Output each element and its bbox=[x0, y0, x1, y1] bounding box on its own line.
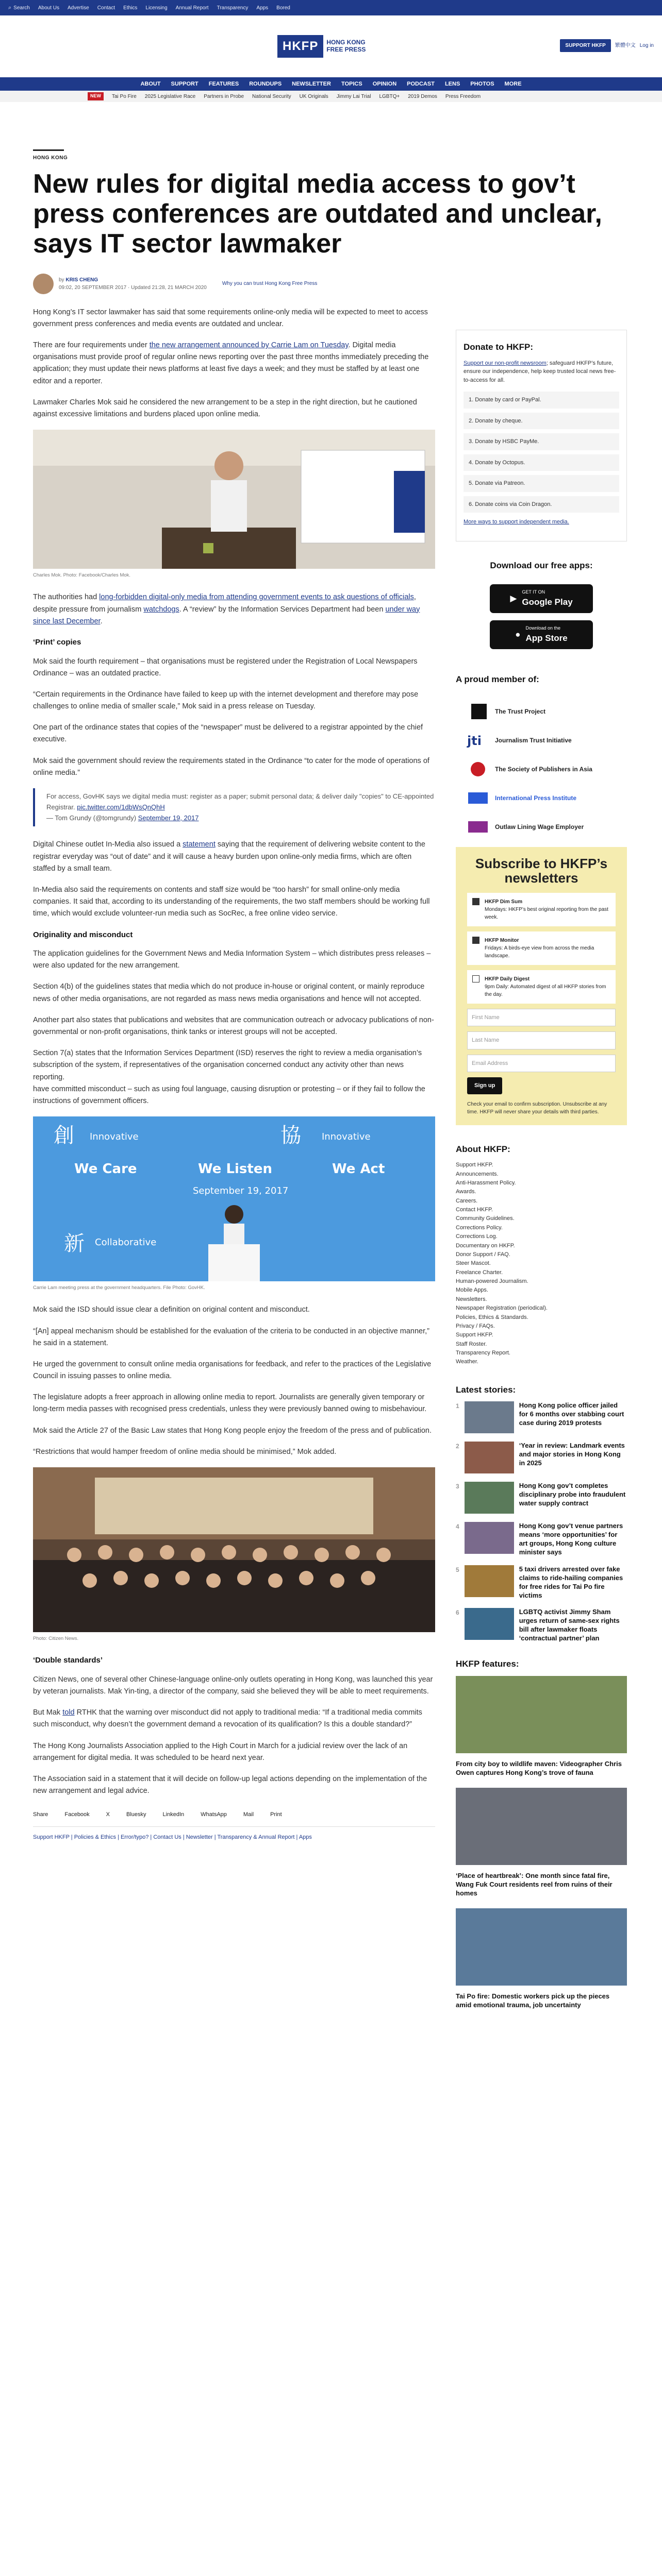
site-header bbox=[0, 15, 662, 77]
paragraph: Lawmaker Charles Mok said he considered the new arrangement to be a step in the right direction, but he cautioned against excessive limitations and burdens placed upon online media. bbox=[33, 398, 417, 419]
article-title: New rules for digital media access to gov’t press conferences are outdated and unclear, says IT sector lawmaker bbox=[33, 169, 602, 259]
publish-dates: 09:02, 20 SEPTEMBER 2017 · Updated 21:28, 21 MARCH 2020 bbox=[59, 284, 207, 291]
latest-story[interactable]: 5 5 taxi drivers arrested over fake claims to ride-hailing companies for free rides for Tai Po fire victims bbox=[456, 1565, 623, 1599]
banner-slogan: We Listen bbox=[198, 1161, 272, 1177]
checkbox-checked[interactable] bbox=[472, 937, 479, 944]
paragraph: One part of the ordinance states that copies of the “newspaper” must be delivered to a registrar appointed by the chief executive. bbox=[33, 723, 423, 744]
member-title: A proud member of: bbox=[456, 674, 539, 684]
donate-option[interactable]: 1. Donate by card or PayPal. bbox=[464, 392, 619, 409]
paragraph: Mok said the ISD should issue clear a definition on original content and misconduct. bbox=[33, 1306, 310, 1314]
topbar-annual-report[interactable]: Annual Report bbox=[175, 5, 209, 11]
sopa-icon bbox=[466, 760, 490, 778]
share-mail[interactable]: Mail bbox=[243, 1811, 254, 1818]
paragraph: Another part also states that publications and websites that are communication outreach or advocacy publications of non-governmental or non-profit organisations, think tanks or interest groups will not be accepted. bbox=[33, 1015, 434, 1036]
banner-word: Collaborative bbox=[95, 1237, 157, 1248]
statement-link[interactable]: statement bbox=[183, 840, 216, 849]
donate-title: Donate to HKFP: bbox=[464, 342, 534, 352]
newsletter-title: Subscribe to HKFP’s newsletters bbox=[475, 855, 608, 886]
donate-option[interactable]: 4. Donate by Octopus. bbox=[464, 454, 619, 471]
paragraph: Mok said the government should review the requirements stated in the Ordinance “to cater for the mode of operations of online media.” bbox=[33, 756, 429, 777]
search-icon: ⌕ bbox=[8, 4, 12, 11]
story-thumbnail bbox=[465, 1522, 514, 1554]
trending-item[interactable]: LGBTQ+ bbox=[379, 93, 400, 99]
trending-item[interactable]: 2019 Demos bbox=[408, 93, 437, 99]
photo-caption: Photo: Citizen News. bbox=[33, 1636, 79, 1642]
about-title: About HKFP: bbox=[456, 1144, 510, 1154]
login-link[interactable]: Log in bbox=[639, 43, 654, 48]
newsletter-note: Check your email to confirm subscription. Unsubscribe at any time. HKFP will never share your details with third parties. bbox=[467, 1101, 607, 1115]
trust-project-icon bbox=[466, 703, 490, 720]
paragraph: The legislature adopts a freer approach in allowing online media to report. Journalists are generally given temporary or long-term media passes with recognised press credentials, unless they were previously banned owing to misbehaviour. bbox=[33, 1393, 427, 1414]
topbar-licensing[interactable]: Licensing bbox=[145, 5, 168, 11]
newsletter-box bbox=[456, 847, 627, 1125]
donate-intro: Support our non-profit newsroom; safeguard HKFP’s future, ensure our independence, help keep trusted local news free-to-access for all. bbox=[464, 360, 616, 383]
latest-title: Latest stories: bbox=[456, 1384, 516, 1395]
paragraph: Hong Kong’s IT sector lawmaker has said that some requirements online-only media will be expected to meet to access government press conferences and media events are outdated and unclear. bbox=[33, 308, 428, 328]
nav-roundups[interactable]: ROUNDUPS bbox=[249, 80, 282, 87]
about-item[interactable]: Careers. bbox=[456, 1197, 478, 1204]
support-hkfp-button[interactable]: SUPPORT HKFP bbox=[560, 39, 610, 52]
paragraph: The Association said in a statement that it will decide on follow-up legal actions depending on the implementation of the new arrangement and legal advice. bbox=[33, 1774, 427, 1795]
about-item[interactable]: Weather. bbox=[456, 1359, 478, 1365]
feature-story[interactable]: Tai Po fire: Domestic workers pick up the pieces amid emotional trauma, job uncertainty bbox=[456, 1908, 627, 2010]
paragraph: But Mak told RTHK that the warning over misconduct did not apply to traditional media: “If a traditional media commits such misconduct, why doesn’t the government demand a revocation of its qualification? Is this a double standard?” bbox=[33, 1708, 422, 1729]
paragraph: Citizen News, one of several other Chinese-language online-only outlets operating in Hong Kong, was launched this year by veteran journalists. Mak Yin-ting, a director of the company, said she believed they will be able to meet requirements. bbox=[33, 1675, 433, 1696]
logo-text: HONG KONG FREE PRESS bbox=[326, 39, 366, 53]
sidebar bbox=[456, 330, 627, 2020]
trending-item[interactable]: Jimmy Lai Trial bbox=[336, 93, 371, 99]
author-name[interactable]: KRIS CHENG bbox=[65, 277, 98, 283]
paragraph: Digital Chinese outlet In-Media also issued a statement saying that the requirement of delivering website content to the registrar everyday was “out of date” and it will cause a heavy burden upon online-only media firms, which are often staffed by a small team. bbox=[33, 840, 425, 873]
banner-char: 創 bbox=[54, 1124, 74, 1148]
nav-more[interactable]: MORE bbox=[504, 80, 522, 87]
about-item[interactable]: Corrections Policy. bbox=[456, 1224, 503, 1231]
nav-features[interactable]: FEATURES bbox=[208, 80, 239, 87]
logo-mark: HKFP bbox=[277, 35, 323, 58]
banner-word: Innovative bbox=[322, 1131, 371, 1143]
story-thumbnail bbox=[465, 1442, 514, 1473]
byline-text: by KRIS CHENG 09:02, 20 SEPTEMBER 2017 · Updated 21:28, 21 MARCH 2020 bbox=[59, 277, 207, 291]
topbar-transparency[interactable]: Transparency bbox=[217, 5, 249, 11]
about-item[interactable]: Transparency Report. bbox=[456, 1350, 510, 1357]
arrangement-link[interactable]: the new arrangement announced by Carrie Lam on Tuesday bbox=[149, 341, 349, 350]
about-item[interactable]: Corrections Log. bbox=[456, 1233, 498, 1240]
trending-item[interactable]: Press Freedom bbox=[445, 93, 481, 99]
banner-char: 協 bbox=[280, 1124, 301, 1148]
about-item[interactable]: Announcements. bbox=[456, 1171, 499, 1177]
donate-box bbox=[456, 330, 627, 541]
told-link[interactable]: told bbox=[62, 1708, 75, 1717]
member-ipi[interactable]: International Press Institute bbox=[456, 789, 627, 807]
topbar-search[interactable]: ⌕ Search bbox=[8, 4, 30, 12]
checkbox-checked[interactable] bbox=[472, 898, 479, 905]
paragraph: He urged the government to consult online media organisations for feedback, and refer to the practices of the Legislative Council in issuing passes to online media. bbox=[33, 1360, 432, 1381]
apps-title: Download our free apps: bbox=[490, 560, 593, 570]
subhead-double: ‘Double standards’ bbox=[33, 1656, 103, 1665]
story-thumbnail bbox=[465, 1565, 514, 1597]
nav-support[interactable]: SUPPORT bbox=[171, 80, 198, 87]
photo-graphic bbox=[33, 1116, 435, 1281]
features-title: HKFP features: bbox=[456, 1659, 519, 1669]
embedded-tweet: For access, GovHK says we digital media must: register as a paper; submit personal data; & deliver daily "copies" to CE-appointed Registrar. pic.twitter.com/1dbWsQnQhH — Tom Grundy (@tomgrundy) September 19, 2017 bbox=[33, 788, 435, 826]
header-actions bbox=[560, 39, 654, 52]
share-print[interactable]: Print bbox=[270, 1811, 282, 1818]
story-thumbnail bbox=[465, 1608, 514, 1640]
member-living-wage[interactable]: Outlaw Lining Wage Employer bbox=[456, 818, 627, 836]
paragraph: Mok said the Article 27 of the Basic Law states that Hong Kong people enjoy the freedom of the press and of publication. bbox=[33, 1426, 432, 1435]
about-item[interactable]: Newspaper Registration (periodical). bbox=[456, 1305, 548, 1312]
member-trust-project[interactable]: The Trust Project bbox=[456, 703, 627, 720]
story-number: 6 bbox=[456, 1609, 459, 1617]
banner-word: Innovative bbox=[90, 1131, 139, 1143]
newsletter-option-monitor[interactable]: HKFP Monitor Fridays: A birds-eye view from across the media landscape. bbox=[467, 931, 616, 965]
review-link[interactable]: under way since last December bbox=[33, 605, 420, 625]
topbar-contact[interactable]: Contact bbox=[97, 5, 115, 11]
about-item[interactable]: Privacy / FAQs. bbox=[456, 1323, 495, 1329]
paragraph: “Restrictions that would hamper freedom of online media should be minimised,” Mok added. bbox=[33, 1447, 337, 1456]
story-thumbnail bbox=[465, 1482, 514, 1514]
main-nav bbox=[0, 77, 662, 91]
nav-lens[interactable]: LENS bbox=[444, 80, 460, 87]
paragraph: Mok said the fourth requirement – that organisations must be registered under the Registration of Local Newspapers Ordinance – was an outdated practice. bbox=[33, 657, 418, 677]
story-number: 5 bbox=[456, 1566, 459, 1573]
trending-item[interactable]: Tai Po Fire bbox=[112, 93, 137, 99]
charles-mok-photo bbox=[33, 430, 435, 569]
share-facebook[interactable]: Facebook bbox=[64, 1811, 90, 1818]
about-item[interactable]: Community Guidelines. bbox=[456, 1215, 515, 1222]
app-store-button[interactable]: ● Download on the App Store bbox=[490, 620, 593, 649]
author-avatar bbox=[33, 274, 54, 294]
nav-opinion[interactable]: OPINION bbox=[372, 80, 397, 87]
utility-bar bbox=[0, 0, 662, 15]
paragraph: In-Media also said the requirements on contents and staff size would be “too harsh” for small online-only media companies. It said that, according to its understanding of the requirements, the two staff members should be working full time, which would exclude volunteer-run media such as SocRec, a free online video service. bbox=[33, 885, 430, 918]
svg-text:jti: jti bbox=[467, 733, 482, 748]
last-name-input[interactable]: Last Name bbox=[467, 1031, 616, 1049]
subhead-originality: Originality and misconduct bbox=[33, 930, 133, 939]
topbar-advertise[interactable]: Advertise bbox=[68, 5, 89, 11]
nav-about[interactable]: ABOUT bbox=[140, 80, 161, 87]
story-number: 4 bbox=[456, 1523, 459, 1531]
support-newsroom-link[interactable]: Support our non-profit newsroom bbox=[464, 360, 547, 366]
new-badge: NEW bbox=[88, 92, 104, 100]
feature-image bbox=[456, 1908, 627, 1986]
about-item[interactable]: Mobile Apps. bbox=[456, 1287, 488, 1294]
about-item[interactable]: Support HKFP. bbox=[456, 1162, 493, 1168]
banner-char: 新 bbox=[64, 1232, 85, 1256]
living-wage-icon bbox=[466, 818, 490, 836]
support-links-bar[interactable]: Support HKFP | Policies & Ethics | Error/typo? | Contact Us | Newsletter | Transparency & Annual Report | Apps bbox=[33, 1826, 435, 1842]
signup-button[interactable]: Sign up bbox=[467, 1077, 502, 1094]
nav-topics[interactable]: TOPICS bbox=[341, 80, 362, 87]
citizen-news-photo bbox=[33, 1467, 435, 1632]
nav-newsletter[interactable]: NEWSLETTER bbox=[292, 80, 331, 87]
banner-slogan: We Act bbox=[332, 1161, 385, 1177]
banner-slogan: We Care bbox=[74, 1161, 137, 1177]
language-link[interactable]: 繁體中文 bbox=[615, 43, 636, 48]
about-item[interactable]: Donor Support / FAQ. bbox=[456, 1251, 510, 1258]
share-x[interactable]: X bbox=[106, 1811, 110, 1818]
trending-item[interactable]: 2025 Legislative Race bbox=[144, 93, 196, 99]
apple-icon: ● bbox=[515, 630, 521, 640]
feature-story[interactable]: From city boy to wildlife maven: Videographer Chris Owen captures Hong Kong’s trove of fauna bbox=[456, 1676, 627, 1777]
latest-story[interactable]: 1 Hong Kong police officer jailed for 6 months over stabbing court case during 2019 protests bbox=[456, 1401, 627, 1433]
story-number: 3 bbox=[456, 1483, 459, 1490]
feature-image bbox=[456, 1788, 627, 1865]
ipi-icon bbox=[466, 789, 490, 807]
more-ways-link[interactable]: More ways to support independent media. bbox=[464, 519, 569, 525]
latest-story[interactable]: 3 Hong Kong gov’t completes disciplinary probe into fraudulent water supply contract bbox=[456, 1482, 627, 1514]
about-item[interactable]: Support HKFP. bbox=[456, 1332, 493, 1338]
about-item[interactable]: Anti-Harassment Policy. bbox=[456, 1179, 516, 1186]
topbar-ethics[interactable]: Ethics bbox=[123, 5, 138, 11]
trending-item[interactable]: National Security bbox=[252, 93, 291, 99]
nav-podcast[interactable]: PODCAST bbox=[407, 80, 435, 87]
paragraph: Section 7(a) states that the Information Services Department (ISD) reserves the right to review a media organisation’s subscription of the system, if representatives of the organisation concerned conduct any activity other than news reporting. have committed misconduct – such as using foul language, causing disruption or protesting – or if they fail to follow the instructions of government officers. bbox=[33, 1049, 425, 1105]
story-thumbnail bbox=[465, 1401, 514, 1433]
banner-date: September 19, 2017 bbox=[193, 1185, 289, 1197]
trust-link[interactable]: Why you can trust Hong Kong Free Press bbox=[222, 281, 318, 287]
site-logo[interactable] bbox=[277, 35, 366, 58]
topbar-apps[interactable]: Apps bbox=[256, 5, 269, 11]
topbar-about[interactable]: About Us bbox=[38, 5, 59, 11]
byline bbox=[33, 274, 435, 294]
article-kicker[interactable]: HONG KONG bbox=[33, 155, 68, 161]
email-input[interactable]: Email Address bbox=[467, 1055, 616, 1073]
about-item[interactable]: Contact HKFP. bbox=[456, 1207, 493, 1213]
about-item[interactable]: Newsletters. bbox=[456, 1296, 487, 1302]
about-item[interactable]: Policies, Ethics & Standards. bbox=[456, 1314, 528, 1320]
about-item[interactable]: Freelance Charter. bbox=[456, 1269, 503, 1276]
about-list bbox=[456, 1161, 627, 1367]
share-whatsapp[interactable]: WhatsApp bbox=[201, 1811, 227, 1818]
paragraph: The Hong Kong Journalists Association applied to the High Court in March for a judicial review over the lack of an arrangement for digital media. It was scheduled to be heard next year. bbox=[33, 1741, 408, 1762]
carrie-lam-photo bbox=[33, 1116, 435, 1281]
nav-photos[interactable]: PHOTOS bbox=[470, 80, 494, 87]
first-name-input[interactable]: First Name bbox=[467, 1009, 616, 1027]
latest-story[interactable]: 4 Hong Kong gov’t venue partners means ‘more opportunities’ for art groups, Hong Kong culture minister says bbox=[456, 1522, 623, 1556]
photo-caption: Charles Mok. Photo: Facebook/Charles Mok. bbox=[33, 572, 131, 579]
share-label: Share bbox=[33, 1811, 48, 1818]
latest-story[interactable]: 2 ‘Year in review: Landmark events and major stories in Hong Kong in 2025 bbox=[456, 1442, 627, 1473]
trending-nav bbox=[0, 91, 662, 102]
about-item[interactable]: Staff Roster. bbox=[456, 1341, 487, 1347]
story-number: 2 bbox=[456, 1443, 459, 1450]
photo-graphic bbox=[33, 1467, 435, 1632]
share-bar bbox=[33, 1810, 435, 1819]
subhead-print: ‘Print’ copies bbox=[33, 638, 81, 647]
newsletter-option-dimsum[interactable]: HKFP Dim Sum Mondays: HKFP’s best original reporting from the past week. bbox=[467, 893, 616, 926]
google-play-button[interactable]: ▶ GET IT ON Google Play bbox=[490, 584, 593, 613]
donate-option[interactable]: 2. Donate by cheque. bbox=[464, 413, 619, 430]
photo-graphic bbox=[33, 430, 435, 569]
donate-option[interactable]: 5. Donate via Patreon. bbox=[464, 475, 619, 492]
share-bluesky[interactable]: Bluesky bbox=[126, 1811, 146, 1818]
checkbox-unchecked[interactable] bbox=[472, 975, 479, 982]
topbar-bored[interactable]: Bored bbox=[276, 5, 290, 11]
story-number: 1 bbox=[456, 1402, 459, 1410]
feature-image bbox=[456, 1676, 627, 1753]
google-play-icon: ▶ bbox=[510, 594, 517, 604]
tweet-date-link[interactable]: September 19, 2017 bbox=[138, 814, 199, 822]
about-item[interactable]: Documentary on HKFP. bbox=[456, 1242, 515, 1249]
tweet-pic-link[interactable]: pic.twitter.com/1dbWsQnQhH bbox=[77, 803, 165, 811]
photo-caption: Carrie Lam meeting press at the government headquarters. File Photo: GovHK. bbox=[33, 1285, 205, 1291]
paragraph: There are four requirements under the new arrangement announced by Carrie Lam on Tuesday. Digital media organisations must provide proof of regular online news reporting over the past three months immediately preceding the application; they must update their news platforms at least five days a week; and they must be staffed by at least one editor and a reporter. bbox=[33, 341, 429, 385]
paragraph: Section 4(b) of the guidelines states that media which do not produce in-house or original content, or mainly reproduce news of other media organisations, are not regarded as mass news media organisations and hence will not accepted. bbox=[33, 982, 425, 1003]
paragraph: “Certain requirements in the Ordinance have failed to keep up with the internet development and therefore may pose challenges to online media of smaller scale,” Mok said in a press release on Tuesday. bbox=[33, 690, 419, 711]
forbidden-link[interactable]: long-forbidden digital-only media from attending government events to ask questions of officials bbox=[99, 593, 414, 602]
feature-story[interactable]: ‘Place of heartbreak’: One month since fatal fire, Wang Fuk Court residents reel from ruins of their homes bbox=[456, 1788, 627, 1898]
watchdogs-link[interactable]: watchdogs bbox=[143, 605, 179, 614]
about-item[interactable]: Steer Mascot. bbox=[456, 1260, 491, 1267]
about-item[interactable]: Awards. bbox=[456, 1189, 476, 1195]
jti-icon bbox=[466, 732, 490, 749]
trending-item[interactable]: UK Originals bbox=[299, 93, 328, 99]
about-item[interactable]: Human-powered Journalism. bbox=[456, 1278, 528, 1285]
donate-option[interactable]: 3. Donate by HSBC PayMe. bbox=[464, 433, 619, 450]
paragraph: The authorities had long-forbidden digital-only media from attending government events to ask questions of officials, despite pressure from journalism watchdogs. A “review” by the Information Services Department had been under way since last December. bbox=[33, 593, 420, 625]
newsletter-option-digest[interactable]: HKFP Daily Digest 9pm Daily: Automated digest of all HKFP stories from the day. bbox=[467, 970, 616, 1004]
paragraph: “[An] appeal mechanism should be established for the evaluation of the criteria to be conducted in an objective manner,” he said in a statement. bbox=[33, 1327, 429, 1347]
member-jti[interactable]: jti Journalism Trust Initiative bbox=[456, 732, 627, 749]
member-sopa[interactable]: The Society of Publishers in Asia bbox=[456, 760, 627, 778]
paragraph: The application guidelines for the Government News and Media Information System – which distributes press releases – were also updated for the new arrangement. bbox=[33, 950, 431, 970]
share-linkedin[interactable]: LinkedIn bbox=[162, 1811, 185, 1818]
kicker-rule bbox=[33, 149, 64, 151]
donate-option[interactable]: 6. Donate coins via Coin Dragon. bbox=[464, 496, 619, 513]
latest-story[interactable]: 6 LGBTQ activist Jimmy Sham urges return of same-sex rights bill after lawmaker floats ‘contractual partner’ plan bbox=[456, 1608, 620, 1642]
trending-item[interactable]: Partners in Probe bbox=[204, 93, 244, 99]
